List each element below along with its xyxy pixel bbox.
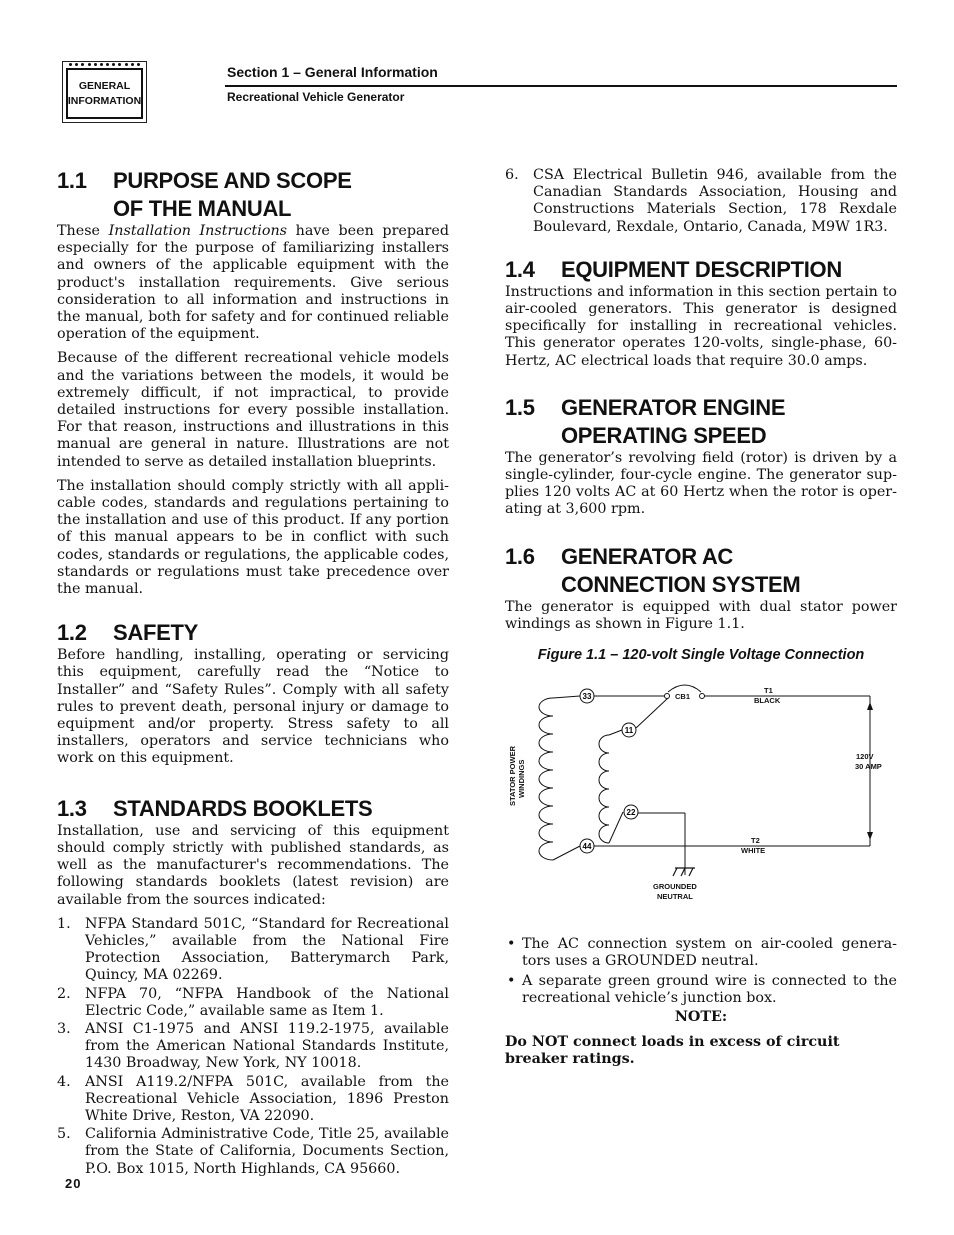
list-item (505, 167, 897, 236)
paragraph: Before handling, installing, operating or servicing this equipment, carefully read the “Notice to Installer” and “Safety Rules”. Comply with all safety rules to prevent death, personal injury or damage to equipment and/or property. Stress safety to all installers, operators and service technicians who work on this equipment. (57, 647, 449, 767)
heading-text (113, 167, 449, 223)
badge-dots (69, 63, 140, 66)
heading-1-3 (57, 795, 449, 823)
list-item (57, 916, 449, 985)
list-item (505, 973, 897, 1007)
winding-33-label: 33 (582, 692, 592, 701)
heading-line-2: CONNECTION SYSTEM (561, 571, 801, 597)
list-number: 3. (57, 1020, 71, 1037)
list-text: ANSI C1-1975 and ANSI 119.2-1975, available from the American National Standards Institute, 1430 Broadway, New York, NY 10018. (85, 1020, 449, 1072)
list-text: NFPA 70, “NFPA Handbook of the National Electric Code,” available same as Item 1. (85, 985, 449, 1019)
heading-number: 1.6 (505, 543, 535, 569)
paragraph: The installation should comply strictly with all applicable codes, standards and regulations pertaining to the installation and use of this product. If any portion of this manual appears to be in conflict with such codes, standards or regulations, the applicable codes, standards or regulations must take precedence over the manual. (57, 477, 449, 598)
heading-number: 1.2 (57, 620, 87, 646)
list-item (57, 1074, 449, 1126)
badge-line-2: INFORMATION (67, 94, 142, 107)
emphasis: Installation Instructions (108, 223, 287, 239)
heading-text: SAFETY (113, 620, 198, 646)
left-column (57, 167, 449, 1179)
heading-line-2: OF THE MANUAL (113, 196, 292, 221)
paragraph: The generator’s revolving field (rotor) is driven by a single-cylinder, four-cycle engine. The generator supplies 120 volts AC at 60 Hertz when the rotor is operating at 3,600 rpm. (505, 449, 897, 518)
arrow-down (867, 832, 873, 840)
standards-list-continued (505, 167, 897, 236)
list-text: NFPA Standard 501C, “Standard for Recreational Vehicles,” available from the National Fire Protection Association, Batterymarch Park, Quincy, MA 02269. (85, 915, 449, 984)
text-run: These (57, 223, 109, 239)
t1-label: T1 (764, 686, 773, 695)
paragraph: Installation, use and servicing of this equipment should comply strictly with published standards, as well as the manufacturer's recommendations. The following standards booklets (latest revision) are available from the sources indicated: (57, 822, 449, 908)
heading-1-1 (57, 167, 449, 223)
spacer (57, 605, 449, 619)
list-text: A separate green ground wire is connected to the recreational vehicle’s junction box. (522, 972, 897, 1006)
ground-tick (689, 868, 693, 876)
heading-text (561, 543, 897, 599)
standards-list (57, 916, 449, 1178)
list-text: ANSI A119.2/NFPA 501C, available from the Recreational Vehicle Association, 1896 Preston White Drive, Reston, VA 22090. (85, 1073, 449, 1124)
header-subtitle: Recreational Vehicle Generator (227, 90, 405, 104)
heading-text: EQUIPMENT DESCRIPTION (561, 256, 842, 282)
heading-1-2 (57, 619, 449, 647)
heading-1-6 (505, 543, 897, 599)
right-column (505, 167, 897, 1069)
paragraph: The generator is equipped with dual stator power windings as shown in Figure 1.1. (505, 598, 897, 632)
badge-label (66, 68, 143, 119)
badge-line-1: GENERAL (78, 79, 131, 92)
bullet-list (505, 936, 897, 1007)
heading-number: 1.1 (57, 168, 87, 193)
arrow-up (867, 702, 873, 710)
wire (553, 846, 580, 860)
heading-1-4 (505, 256, 897, 284)
spacer (57, 775, 449, 795)
list-item (505, 936, 897, 970)
stator-label-2: WINDINGS (517, 759, 526, 798)
winding-44-label: 44 (582, 842, 592, 851)
wiring-diagram (505, 680, 897, 910)
list-text: The AC connection system on air-cooled generators uses a GROUNDED neutral. (522, 936, 897, 970)
list-item (57, 986, 449, 1020)
t1-color-label: BLACK (754, 696, 781, 705)
bullet: • (507, 936, 516, 953)
heading-line-1: PURPOSE AND SCOPE (113, 168, 352, 193)
section-badge (62, 61, 147, 123)
wire (636, 698, 668, 728)
heading-number: 1.5 (505, 394, 535, 420)
spacer (505, 377, 897, 394)
diagram-labels (508, 686, 882, 901)
load-voltage-label: 120V (856, 752, 874, 761)
note-text: Do NOT connect loads in excess of circuit breaker ratings. (505, 1034, 840, 1068)
wire (609, 812, 623, 843)
inner-winding-coils (599, 735, 609, 843)
header-section-title: Section 1 – General Information (227, 64, 438, 80)
ground-label-2: NEUTRAL (657, 892, 693, 901)
paragraph: Because of the different recreational vehicle models and the variations between the models, it would be extremely difficult, if not impractical, to provide detailed instructions for every possible installation. For that reason, instructions and illustrations in this manual are general in nature. Illustrations are not intended to serve as detailed installation blueprints. (57, 350, 449, 470)
paragraph (57, 223, 449, 343)
spacer (505, 237, 897, 256)
ground-symbol (673, 868, 695, 876)
text-run: have been prepared especially for the purpose of familiarizing installers and owners of the applicable equipment with the product's installation requirements. Give serious consideration to all information and instructions in the manual, both for safety and for continued reliable operation of the equipment. (57, 223, 449, 343)
note-title: NOTE: (674, 1009, 728, 1026)
wire (553, 696, 580, 698)
list-number: 6. (505, 167, 519, 183)
load-amp-label: 30 AMP (855, 762, 882, 771)
winding-11-label: 11 (624, 726, 634, 735)
list-number: 1. (57, 915, 71, 932)
figure-caption: Figure 1.1 – 120-volt Single Voltage Connection (537, 647, 865, 664)
list-item (57, 1126, 449, 1178)
heading-text (561, 394, 897, 450)
cb1-label: CB1 (675, 692, 691, 701)
spacer (505, 526, 897, 543)
heading-line-1: GENERATOR AC (561, 543, 734, 569)
outer-winding-coils (539, 698, 553, 860)
heading-1-5 (505, 394, 897, 450)
wire (609, 730, 622, 735)
ground-tick (681, 868, 685, 876)
ground-label-1: GROUNDED (653, 882, 697, 891)
page-number: 20 (65, 1176, 82, 1191)
list-text: California Administrative Code, Title 25, available from the State of California, Documents Section, P.O. Box 1015, North Highlands, CA 95660. (85, 1126, 449, 1177)
heading-number: 1.3 (57, 795, 87, 821)
bullet: • (507, 972, 516, 989)
t2-label: T2 (751, 836, 760, 845)
t2-color-label: WHITE (741, 846, 766, 855)
heading-line-2: OPERATING SPEED (561, 422, 767, 448)
heading-number: 1.4 (505, 256, 535, 282)
heading-line-1: GENERATOR ENGINE (561, 394, 786, 420)
cb1-terminal (665, 694, 670, 699)
paragraph: Instructions and information in this section pertain to air-cooled generators. This generator is designed specifically for installing in recreational vehicles. This generator operates 120-volts, single-phase, 60-Hertz, AC electrical loads that require 30.0 amps. (505, 283, 897, 369)
list-item (57, 1021, 449, 1073)
list-number: 4. (57, 1073, 71, 1090)
winding-22-label: 22 (626, 808, 636, 817)
list-text: CSA Electrical Bulletin 946, available from the Canadian Standards Association, Housing and Constructions Materials Section, 178 Rexdale Boulevard, Rexdale, Ontario, Canada, M9W 1R3. (533, 167, 897, 235)
heading-text: STANDARDS BOOKLETS (113, 795, 373, 821)
ground-tick (673, 868, 677, 876)
list-number: 5. (57, 1126, 71, 1143)
cb1-arc (668, 685, 701, 692)
list-number: 2. (57, 985, 71, 1002)
header-rule (225, 85, 897, 87)
stator-label-1: STATOR POWER (508, 746, 517, 806)
cb1-terminal (700, 694, 705, 699)
